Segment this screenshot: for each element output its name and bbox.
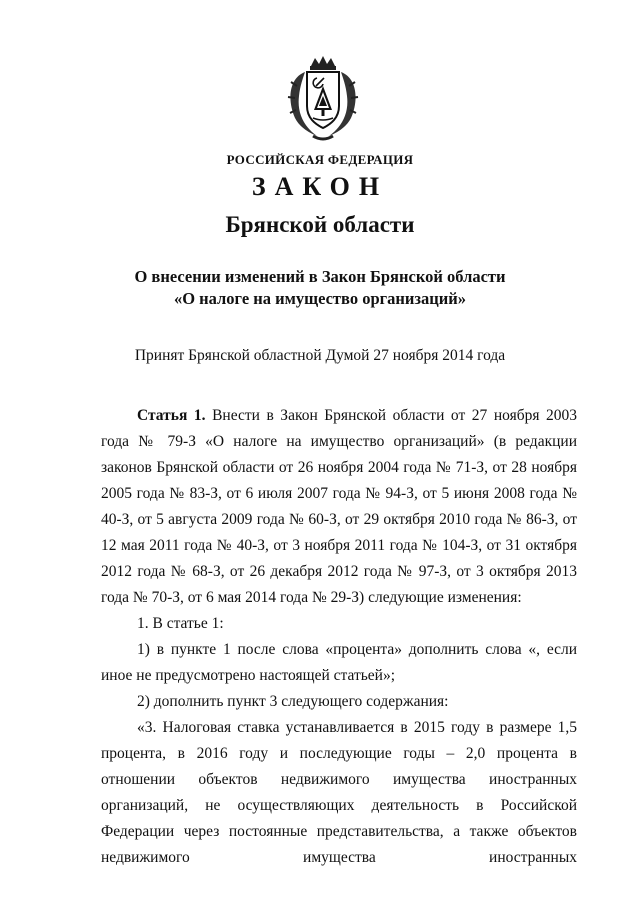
paragraph-subitem-1: 1) в пункте 1 после слова «процента» дополнить слова «, если иное не предусмотрено настоящей статьей»; bbox=[101, 641, 577, 684]
coat-of-arms-icon bbox=[283, 52, 363, 142]
law-title-line-2: «О налоге на имущество организаций» bbox=[173, 289, 467, 308]
law-title bbox=[0, 266, 640, 310]
paragraph-clause-3: «3. Налоговая ставка устанавливается в 2015 году в размере 1,5 процента, в 2016 году и последующие годы – 2,0 процента в отношении объектов недвижимого имущества иностранных организаций, не осуществляющих деятельность в Российской Федерации через постоянные представительства, а также объектов недвижимого имущества иностранных bbox=[101, 719, 577, 866]
paragraph-item-1: 1. В статье 1: bbox=[137, 615, 224, 632]
article-1-paragraph bbox=[101, 403, 577, 611]
law-title-line-1: О внесении изменений в Закон Брянской области bbox=[134, 267, 506, 286]
article-label: Статья 1. bbox=[137, 407, 206, 424]
article-1-text: Внести в Закон Брянской области от 27 ноября 2003 года № 79-З «О налоге на имущество организаций» (в редакции законов Брянской области от 26 ноября 2004 года № 71-З, от 28 ноября 2005 года № 83-З, от 6 июля 2007 года № 94-З, от 5 июня 2008 года № 40-З, от 5 августа 2009 года № 60-З, от 29 октября 2010 года № 86-З, от 12 мая 2011 года № 40-З, от 3 ноября 2011 года № 104-З, от 31 октября 2012 года № 68-З, от 26 декабря 2012 года № 97-З, от 3 октября 2013 года № 70-З, от 6 мая 2014 года № 29-З) следующие изменения: bbox=[101, 407, 578, 606]
law-body bbox=[101, 403, 577, 871]
country-name: РОССИЙСКАЯ ФЕДЕРАЦИЯ bbox=[226, 152, 414, 167]
document-type: ЗАКОН bbox=[251, 172, 389, 201]
adoption-line: Принят Брянской областной Думой 27 ноября 2014 года bbox=[134, 347, 506, 364]
paragraph-subitem-2: 2) дополнить пункт 3 следующего содержания: bbox=[137, 693, 449, 710]
region-name: Брянской области bbox=[225, 212, 415, 237]
